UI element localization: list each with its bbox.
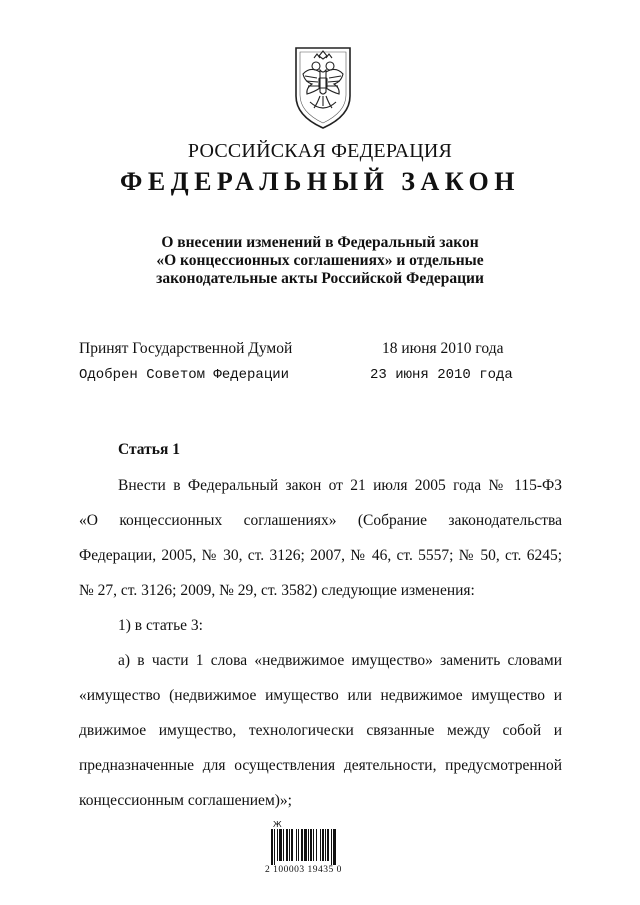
paragraph-line: «имущество (недвижимое имущество или недвижимое имущество и — [79, 687, 562, 704]
law-type-heading: ФЕДЕРАЛЬНЫЙ ЗАКОН — [120, 167, 520, 196]
item-a-paragraph — [79, 643, 562, 818]
law-title — [0, 234, 640, 288]
barcode-bars — [271, 829, 355, 865]
law-title-line: «О концессионных соглашениях» и отдельные — [156, 252, 484, 269]
article-heading: Статья 1 — [118, 441, 180, 458]
adoption-council-date: 23 июня 2010 года — [370, 367, 513, 383]
barcode-mark: Ж — [273, 820, 282, 829]
paragraph-line: Федерации, 2005, № 30, ст. 3126; 2007, № 46, ст. 5557; № 50, ст. 6245; — [79, 547, 562, 564]
barcode-digits: 2 100003 19435 0 — [265, 865, 342, 875]
paragraph-line: концессионным соглашением)»; — [79, 792, 292, 809]
adoption-council-label: Одобрен Советом Федерации — [79, 367, 290, 383]
paragraph-line: предназначенные для осуществления деятельности, предусмотренной — [79, 757, 562, 774]
item-1-paragraph — [79, 608, 562, 643]
law-title-line: законодательные акты Российской Федерации — [156, 270, 484, 287]
law-title-line: О внесении изменений в Федеральный закон — [161, 234, 479, 251]
adoption-duma-label: Принят Государственной Думой — [79, 340, 293, 357]
coat-of-arms-emblem — [290, 44, 356, 130]
adoption-duma-date: 18 июня 2010 года — [382, 340, 504, 357]
paragraph-line: № 27, ст. 3126; 2009, № 29, ст. 3582) следующие изменения: — [79, 582, 475, 599]
article-intro-paragraph — [79, 468, 562, 608]
barcode — [265, 820, 375, 880]
paragraph-line: 1) в статье 3: — [118, 617, 203, 634]
state-name: РОССИЙСКАЯ ФЕДЕРАЦИЯ — [187, 140, 453, 162]
paragraph-line: движимое имущество, технологически связанные между собой и — [79, 722, 562, 739]
paragraph-line: Внести в Федеральный закон от 21 июля 2005 года № 115-ФЗ — [118, 477, 562, 494]
paragraph-line: а) в части 1 слова «недвижимое имущество» заменить словами — [118, 652, 562, 669]
paragraph-line: «О концессионных соглашениях» (Собрание законодательства — [79, 512, 562, 529]
